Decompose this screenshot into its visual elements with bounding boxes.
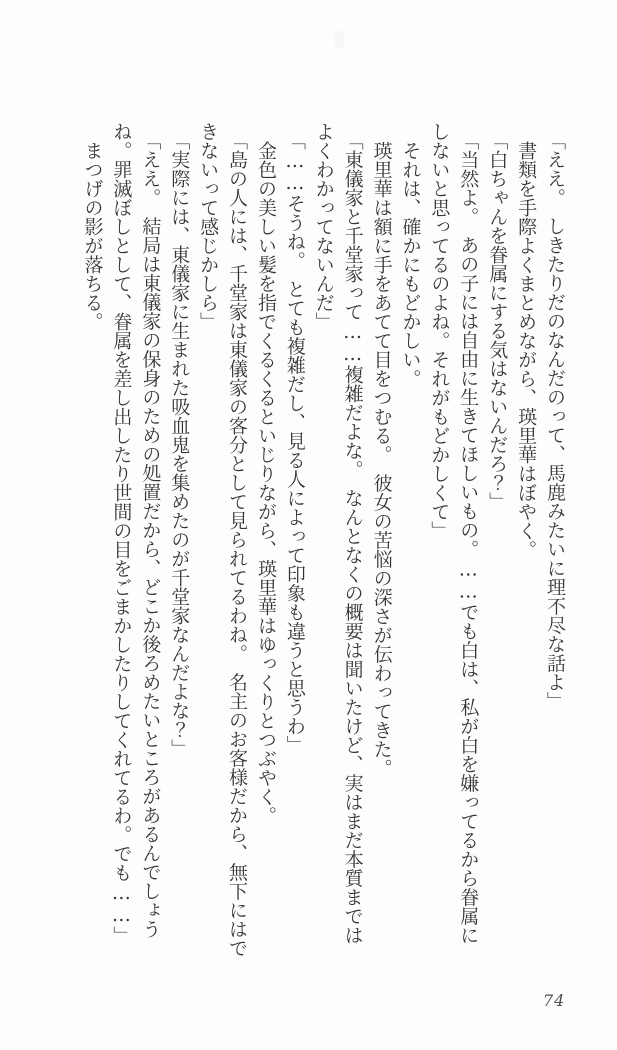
paragraph: 「ええ。 しきたりだのなんだのって、馬鹿みたいに理不尽な話よ」: [544, 130, 566, 711]
paragraph: 「東儀家と千堂家って……複雑だよな。 なんとなくの概要は聞いたけど、実はまだ本質まではよくわかってないんだ」: [312, 122, 364, 945]
paragraph: それは、確かにもどかしい。: [399, 141, 422, 388]
paragraph: 瑛里華は額に手をあてて目をつむる。 彼女の苦悩の深さが伝わってきた。: [370, 141, 393, 778]
paragraph: 「島の人には、千堂家は東儀家の客分として見られてるわね。 名主のお客様だから、無下にはできないって感じかしら」: [197, 122, 249, 958]
text-block: [75, 122, 569, 960]
paragraph: 「当然よ。 あの子には自由に生きてほしいもの。……でも白は、私が白を嫌ってるから眷属にしないと思ってるのよね。それがもどかしくて」: [428, 122, 480, 945]
paragraph: 「ええ。 結局は東儀家の保身のための処置だから、どこか後ろめたいところがあるんでしょうね。罪滅ぼしとして、眷属を差し出したり世間の目をごまかしたりしてくれてるわ。でも……」: [110, 122, 162, 945]
paragraph: 「白ちゃんを眷属にする気はないんだろ？」: [486, 130, 509, 511]
paragraph: 「……そうね。 とても複雑だし、見る人によって印象も違うと思うわ」: [283, 130, 306, 755]
scan-artifact: [335, 31, 344, 48]
paragraph: まつげの影が落ちる。: [81, 141, 104, 331]
page-number: 74: [543, 991, 566, 1010]
paragraph: 金色の美しい髪を指でくるくるといじりながら、瑛里華はゆっくりとつぶやく。: [254, 141, 277, 825]
paragraph: 書類を手際よくまとめながら、瑛里華はぼやく。: [515, 141, 538, 559]
paragraph: 「実際には、東儀家に生まれた吸血鬼を集めたのが千堂家なんだよな？」: [168, 130, 191, 758]
